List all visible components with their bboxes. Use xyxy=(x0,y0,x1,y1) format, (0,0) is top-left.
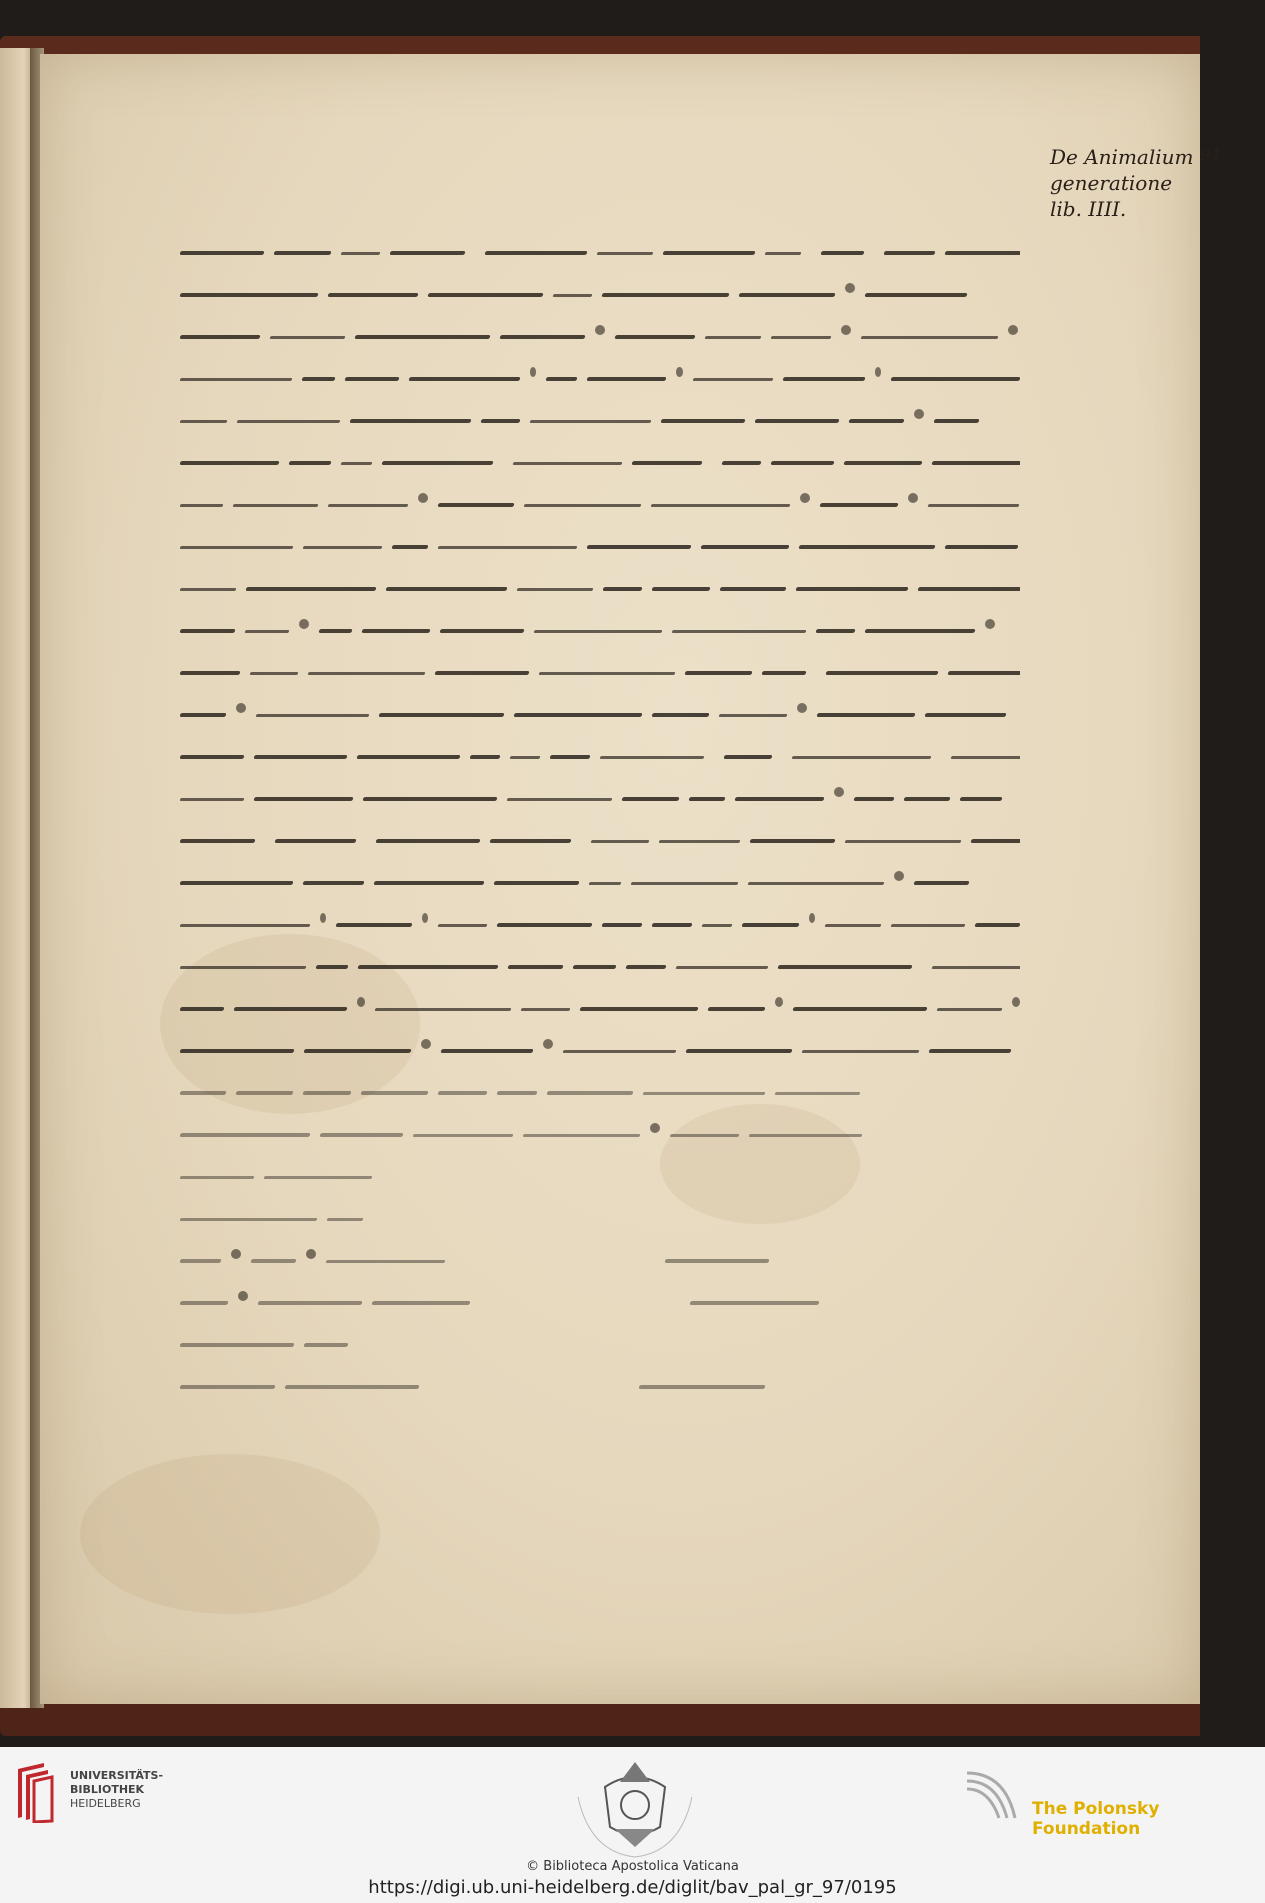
handwritten-line xyxy=(180,694,1020,736)
ub-heidelberg-logo[interactable] xyxy=(14,1761,56,1823)
vatican-library-logo[interactable] xyxy=(560,1757,710,1867)
handwritten-line xyxy=(180,1030,1020,1072)
handwritten-line xyxy=(180,400,1020,442)
handwritten-line xyxy=(180,1072,1020,1114)
margin-note-line-1: De Animalium xyxy=(1050,145,1194,169)
handwritten-line xyxy=(180,1366,1020,1408)
polonsky-foundation-name: The Polonsky Foundation xyxy=(1032,1799,1160,1839)
handwritten-line xyxy=(180,610,1020,652)
handwritten-line xyxy=(180,1240,1020,1282)
handwritten-line xyxy=(180,946,1020,988)
facing-page-edge xyxy=(0,48,34,1708)
handwritten-line xyxy=(180,1324,1020,1366)
handwritten-line xyxy=(180,1282,1020,1324)
handwritten-line xyxy=(180,526,1020,568)
handwritten-line xyxy=(180,904,1020,946)
footer-bar xyxy=(0,1747,1265,1903)
handwritten-line xyxy=(180,442,1020,484)
handwritten-line xyxy=(180,568,1020,610)
handwritten-line xyxy=(180,736,1020,778)
copyright-notice: © Biblioteca Apostolica Vaticana xyxy=(526,1859,739,1874)
permalink-url[interactable]: https://digi.ub.uni-heidelberg.de/diglit/bav_pal_gr_97/0195 xyxy=(368,1877,897,1898)
margin-note-line-2: generatione xyxy=(1050,171,1173,195)
folio-number: 94 xyxy=(1200,145,1221,164)
handwritten-line xyxy=(180,988,1020,1030)
handwritten-line xyxy=(180,1156,1020,1198)
handwritten-line xyxy=(180,316,1020,358)
handwritten-line xyxy=(180,862,1020,904)
handwritten-line xyxy=(180,1114,1020,1156)
handwritten-line xyxy=(180,778,1020,820)
handwritten-line xyxy=(180,652,1020,694)
manuscript-folio xyxy=(40,54,1221,1704)
handwritten-line xyxy=(180,484,1020,526)
margin-note-line-3: lib. IIII. xyxy=(1050,197,1127,221)
polonsky-foundation-logo[interactable] xyxy=(965,1763,1025,1823)
handwritten-line xyxy=(180,274,1020,316)
handwritten-line xyxy=(180,820,1020,862)
ub-heidelberg-name: UNIVERSITÄTS- BIBLIOTHEK HEIDELBERG xyxy=(70,1769,164,1810)
handwritten-line xyxy=(180,232,1020,274)
handwritten-line xyxy=(180,1198,1020,1240)
greek-handwritten-text-block xyxy=(180,232,1020,1408)
handwritten-line xyxy=(180,358,1020,400)
marginal-note xyxy=(1050,144,1220,222)
